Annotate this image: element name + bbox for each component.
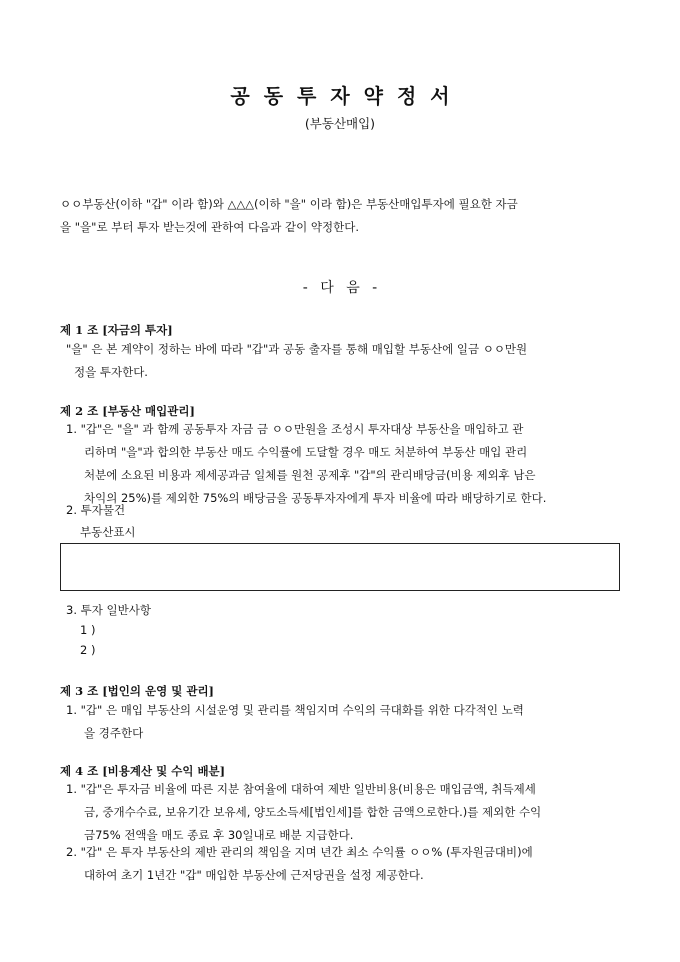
property-description-box [60, 543, 620, 591]
document-subtitle: (부동산매입) [304, 116, 376, 131]
article-2-item-1 [66, 418, 622, 510]
article-line: 금, 중개수수료, 보유기간 보유세, 양도소득세[법인세]를 합한 금액으로한다.)를 제외한 수익 [84, 805, 542, 819]
article-line: 차익의 25%)를 제외한 75%의 배당금을 공동투자자에게 투자 비율에 따라 배당하기로 한다. [84, 491, 547, 505]
article-2-item-2: 2. 투자물건 [66, 503, 126, 517]
article-line: 1. "갑"은 "을" 과 함께 공동투자 자금 금 ㅇㅇ만원을 조성시 투자대상 부동산을 매입하고 관 [66, 422, 524, 436]
article-line: 2. "갑" 은 투자 부동산의 제반 관리의 책임을 지며 년간 최소 수익률 ㅇㅇ% (투자원금대비)에 [66, 845, 533, 859]
article-1-heading: 제 1 조 [자금의 투자] [60, 323, 173, 337]
intro-line: 을 "을"로 부터 투자 받는것에 관하여 다음과 같이 약정한다. [60, 220, 359, 234]
article-line: 대하여 초기 1년간 "갑" 매입한 부동산에 근저당권을 설정 제공한다. [84, 868, 424, 882]
article-2-heading: 제 2 조 [부동산 매입관리] [60, 404, 195, 418]
dasum-heading: - 다 음 - [302, 280, 378, 296]
property-label: 부동산표시 [80, 525, 136, 539]
article-4-item-1 [66, 778, 622, 847]
article-2-item-3: 3. 투자 일반사항 [66, 603, 151, 617]
article-line: "을" 은 본 계약이 정하는 바에 따라 "갑"과 공동 출자를 통해 매입할 부동산에 일금 ㅇㅇ만원 [66, 342, 528, 356]
article-line: 정을 투자한다. [74, 365, 148, 379]
article-line: 을 경주한다 [84, 726, 144, 740]
sub-item-1: 1 ) [80, 623, 96, 637]
document-title: 공동투자약정서 [230, 84, 464, 108]
article-line: 1. "갑" 은 매입 부동산의 시설운영 및 관리를 책임지며 수익의 극대화를 위한 다각적인 노력 [66, 703, 524, 717]
sub-item-2: 2 ) [80, 643, 96, 657]
intro-paragraph [60, 193, 622, 239]
article-1-body [66, 338, 622, 384]
article-line: 1. "갑"은 투자금 비율에 따른 지분 참여율에 대하여 제반 일반비용(비용은 매입금액, 취득제세 [66, 782, 536, 796]
intro-line: ㅇㅇ부동산(이하 "갑" 이라 함)와 △△△(이하 "을" 이라 함)은 부동산매입투자에 필요한 자금 [60, 197, 518, 211]
article-3-heading: 제 3 조 [법인의 운영 및 관리] [60, 684, 214, 698]
article-line: 처분에 소요된 비용과 제세공과금 일체를 원천 공제후 "갑"의 관리배당금(비용 제외후 남은 [84, 468, 536, 482]
article-4-item-2 [66, 841, 622, 887]
article-line: 리하며 "을"과 합의한 부동산 매도 수익률에 도달할 경우 매도 처분하여 부동산 매입 관리 [84, 445, 528, 459]
article-4-heading: 제 4 조 [비용계산 및 수익 배분] [60, 764, 226, 778]
article-3-item-1 [66, 699, 622, 745]
article-line: 금75% 전액을 매도 종료 후 30일내로 배분 지급한다. [84, 828, 354, 842]
